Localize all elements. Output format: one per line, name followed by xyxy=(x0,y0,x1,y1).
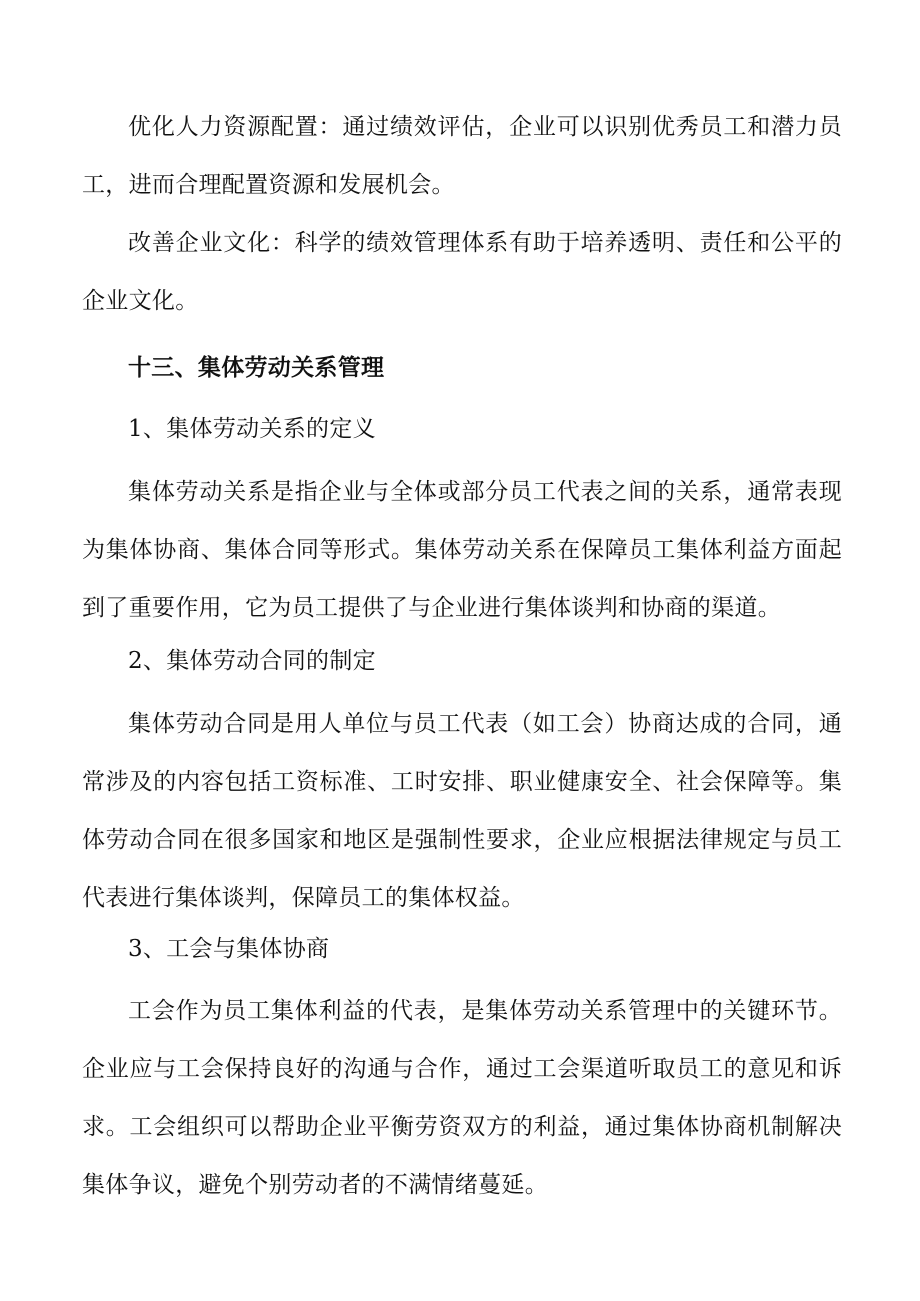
subheading-definition: 1、集体劳动关系的定义 xyxy=(128,416,376,442)
paragraph-definition: 集体劳动关系是指企业与全体或部分员工代表之间的关系，通常表现为集体协商、集体合同等形式。集体劳动关系在保障员工集体利益方面起到了重要作用，它为员工提供了与企业进行集体谈判和协商的渠道。 xyxy=(82,479,842,621)
paragraph-union: 工会作为员工集体利益的代表，是集体劳动关系管理中的关键环节。企业应与工会保持良好的沟通与合作，通过工会渠道听取员工的意见和诉求。工会组织可以帮助企业平衡劳资双方的利益，通过集体协商机制解决集体争议，避免个别劳动者的不满情绪蔓延。 xyxy=(82,998,842,1198)
subheading-union: 3、工会与集体协商 xyxy=(128,936,330,962)
paragraph-optimize-hr: 优化人力资源配置：通过绩效评估，企业可以识别优秀员工和潜力员工，进而合理配置资源和发展机会。 xyxy=(82,114,842,198)
section-title: 十三、集体劳动关系管理 xyxy=(128,354,385,381)
subheading-contract: 2、集体劳动合同的制定 xyxy=(128,648,376,674)
paragraph-contract: 集体劳动合同是用人单位与员工代表（如工会）协商达成的合同，通常涉及的内容包括工资标准、工时安排、职业健康安全、社会保障等。集体劳动合同在很多国家和地区是强制性要求，企业应根据法律规定与员工代表进行集体谈判，保障员工的集体权益。 xyxy=(82,711,842,911)
paragraph-improve-culture: 改善企业文化：科学的绩效管理体系有助于培养透明、责任和公平的企业文化。 xyxy=(82,230,842,314)
